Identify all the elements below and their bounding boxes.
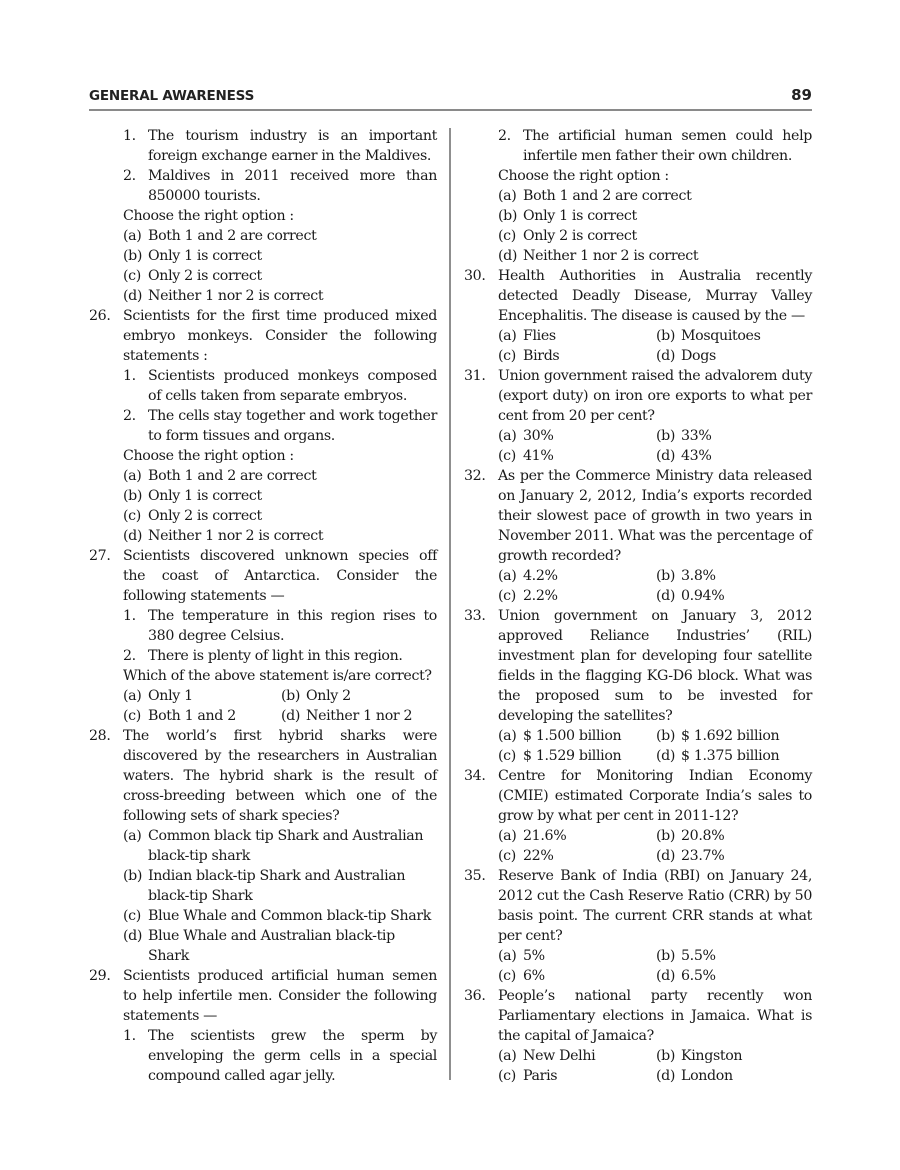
option-label: (d)	[281, 708, 301, 724]
option-text: 43%	[681, 448, 712, 464]
option-text: Blue Whale and Australian black-tip Shark	[148, 928, 395, 964]
question-number: 26.	[89, 308, 111, 324]
option-label: (d)	[123, 528, 143, 544]
option-c	[123, 906, 437, 926]
question-28	[89, 726, 437, 966]
question-number: 34.	[464, 768, 486, 784]
option-a	[498, 1046, 656, 1066]
option-label: (b)	[656, 728, 676, 744]
option-c	[498, 586, 656, 606]
statement-number: 2.	[123, 168, 136, 184]
option-label: (a)	[498, 188, 517, 204]
option-text: Flies	[523, 328, 556, 344]
option-label: (b)	[123, 248, 143, 264]
option-d	[656, 1066, 733, 1086]
statement	[123, 366, 437, 406]
option-row	[498, 746, 812, 766]
option-b	[281, 686, 351, 706]
question-number: 32.	[464, 468, 486, 484]
option-text: 33%	[681, 428, 712, 444]
option-b	[656, 326, 761, 346]
option-text: Neither 1 nor 2	[306, 708, 413, 724]
option-c	[123, 506, 437, 526]
question-text: Scientists produced artificial human semen to help infertile men. Consider the following statements —	[123, 968, 437, 1024]
option-text: 2.2%	[523, 588, 558, 604]
option-a	[498, 946, 656, 966]
page-number: 89	[791, 86, 812, 104]
option-text: Only 2	[306, 688, 351, 704]
question-prompt: Which of the above statement is/are correct?	[123, 668, 432, 684]
option-text: 4.2%	[523, 568, 558, 584]
statement-text: Maldives in 2011 received more than 850000 tourists.	[148, 168, 437, 204]
option-label: (c)	[498, 848, 516, 864]
option-label: (b)	[656, 1048, 676, 1064]
option-c	[498, 966, 656, 986]
option-b	[656, 946, 716, 966]
option-b	[123, 866, 437, 906]
option-text: New Delhi	[523, 1048, 596, 1064]
option-label: (d)	[656, 448, 676, 464]
statement-number: 1.	[123, 128, 136, 144]
statement-number: 2.	[123, 408, 136, 424]
option-d	[656, 746, 779, 766]
question-text: Scientists for the first time produced mixed embryo monkeys. Consider the following statements :	[123, 308, 437, 364]
option-a	[498, 326, 656, 346]
option-text: Indian black-tip Shark and Australian black-tip Shark	[148, 868, 406, 904]
option-text: Neither 1 nor 2 is correct	[148, 288, 324, 304]
question-25-continued	[89, 126, 437, 306]
option-label: (c)	[123, 708, 141, 724]
question-text: The world’s first hybrid sharks were discovered by the researchers in Australian waters. The hybrid shark is the result of cross-breeding between which one of the following sets of shark species?	[123, 728, 437, 824]
option-label: (c)	[498, 348, 516, 364]
option-d	[123, 926, 437, 966]
statement	[123, 166, 437, 206]
question-number: 36.	[464, 988, 486, 1004]
option-label: (a)	[498, 328, 517, 344]
option-text: Neither 1 nor 2 is correct	[148, 528, 324, 544]
option-row	[123, 686, 437, 706]
option-a	[498, 566, 656, 586]
option-label: (b)	[281, 688, 301, 704]
option-label: (b)	[656, 568, 676, 584]
question-text: People’s national party recently won Parliamentary elections in Jamaica. What is the capital of Jamaica?	[498, 988, 812, 1044]
question-text: Scientists discovered unknown species off the coast of Antarctica. Consider the following statements —	[123, 548, 437, 604]
option-label: (a)	[123, 688, 142, 704]
question-number: 28.	[89, 728, 111, 744]
header-rule	[89, 109, 812, 111]
option-text: Both 1 and 2 are correct	[148, 468, 317, 484]
option-row	[498, 446, 812, 466]
option-b	[656, 826, 724, 846]
page-header	[89, 86, 812, 110]
question-36	[464, 986, 812, 1086]
option-label: (d)	[656, 848, 676, 864]
option-a	[498, 426, 656, 446]
question-35	[464, 866, 812, 986]
option-row	[498, 586, 812, 606]
question-text: Centre for Monitoring Indian Economy (CMIE) estimated Corporate India’s sales to grow by what per cent in 2011-12?	[498, 768, 812, 824]
statement-text: The cells stay together and work together to form tissues and organs.	[148, 408, 437, 444]
option-row	[498, 826, 812, 846]
option-label: (a)	[498, 728, 517, 744]
option-label: (c)	[123, 268, 141, 284]
option-text: 6%	[523, 968, 545, 984]
option-text: Only 2 is correct	[148, 508, 262, 524]
option-label: (d)	[656, 348, 676, 364]
option-text: Kingston	[681, 1048, 743, 1064]
option-label: (c)	[498, 228, 516, 244]
statement-number: 1.	[123, 1028, 136, 1044]
option-c	[498, 846, 656, 866]
option-text: Common black tip Shark and Australian black-tip shark	[148, 828, 424, 864]
statement	[498, 126, 812, 166]
option-text: Mosquitoes	[681, 328, 761, 344]
question-number: 27.	[89, 548, 111, 564]
option-text: Birds	[523, 348, 560, 364]
statement	[123, 406, 437, 446]
option-text: Only 1 is correct	[148, 248, 262, 264]
statement	[123, 1026, 437, 1086]
option-d	[656, 586, 724, 606]
question-number: 35.	[464, 868, 486, 884]
option-a	[123, 826, 437, 866]
option-label: (c)	[498, 748, 516, 764]
option-text: Only 2 is correct	[523, 228, 637, 244]
option-text: Only 1 is correct	[523, 208, 637, 224]
option-text: London	[681, 1068, 733, 1084]
option-c	[498, 446, 656, 466]
question-text: As per the Commerce Ministry data released on January 2, 2012, India’s exports recorded their slowest pace of growth in two years in November 2011. What was the percentage of growth recorded?	[498, 468, 812, 564]
option-label: (d)	[656, 1068, 676, 1084]
statement-number: 1.	[123, 608, 136, 624]
question-29	[89, 966, 437, 1086]
question-number: 29.	[89, 968, 111, 984]
option-text: 30%	[523, 428, 554, 444]
option-text: Both 1 and 2 are correct	[148, 228, 317, 244]
question-number: 31.	[464, 368, 486, 384]
option-row	[498, 726, 812, 746]
option-label: (d)	[123, 288, 143, 304]
question-text: Union government raised the advalorem duty (export duty) on iron ore exports to what per cent from 20 per cent?	[498, 368, 812, 424]
option-c	[498, 346, 656, 366]
option-text: 6.5%	[681, 968, 716, 984]
option-label: (d)	[123, 928, 143, 944]
option-label: (d)	[656, 748, 676, 764]
option-text: 41%	[523, 448, 554, 464]
question-text: Health Authorities in Australia recently detected Deadly Disease, Murray Valley Encephalitis. The disease is caused by the —	[498, 268, 812, 324]
option-b	[656, 726, 779, 746]
option-d	[123, 286, 437, 306]
option-text: 23.7%	[681, 848, 725, 864]
option-text: 21.6%	[523, 828, 567, 844]
question-27	[89, 546, 437, 726]
option-label: (a)	[498, 428, 517, 444]
option-label: (a)	[498, 948, 517, 964]
option-text: $ 1.529 billion	[523, 748, 622, 764]
option-label: (b)	[656, 948, 676, 964]
option-text: Only 1 is correct	[148, 488, 262, 504]
option-text: 22%	[523, 848, 554, 864]
option-d	[281, 706, 412, 726]
option-c	[123, 266, 437, 286]
option-label: (a)	[498, 828, 517, 844]
statement-text: The tourism industry is an important foreign exchange earner in the Maldives.	[148, 128, 437, 164]
statement	[123, 606, 437, 646]
option-label: (b)	[498, 208, 518, 224]
statement-text: There is plenty of light in this region.	[148, 648, 403, 664]
option-text: Both 1 and 2	[148, 708, 236, 724]
statement-text: Scientists produced monkeys composed of cells taken from separate embryos.	[148, 368, 437, 404]
option-label: (c)	[498, 968, 516, 984]
statement-text: The temperature in this region rises to 380 degree Celsius.	[148, 608, 437, 644]
option-b	[656, 1046, 742, 1066]
question-text: Union government on January 3, 2012 approved Reliance Industries’ (RIL) investment plan for developing four satellite fields in the flagging KG-D6 block. What was the proposed sum to be invested for developing the satellites?	[498, 608, 812, 724]
question-33	[464, 606, 812, 766]
statement-number: 1.	[123, 368, 136, 384]
statement-text: The scientists grew the sperm by enveloping the germ cells in a special compound called agar jelly.	[148, 1028, 437, 1084]
option-row	[498, 346, 812, 366]
question-31	[464, 366, 812, 466]
option-label: (a)	[498, 1048, 517, 1064]
option-label: (c)	[123, 908, 141, 924]
option-a	[123, 466, 437, 486]
option-b	[123, 486, 437, 506]
option-c	[498, 226, 812, 246]
question-prompt: Choose the right option :	[123, 448, 294, 464]
option-label: (a)	[123, 828, 142, 844]
option-row	[498, 1066, 812, 1086]
option-a	[498, 186, 812, 206]
option-d	[656, 846, 724, 866]
option-a	[498, 726, 656, 746]
statement	[123, 646, 437, 666]
option-label: (b)	[123, 868, 143, 884]
option-d	[656, 966, 716, 986]
statement-number: 2.	[123, 648, 136, 664]
option-text: Only 2 is correct	[148, 268, 262, 284]
question-34	[464, 766, 812, 866]
question-30	[464, 266, 812, 366]
statement-number: 2.	[498, 128, 511, 144]
option-d	[498, 246, 812, 266]
option-d	[656, 446, 711, 466]
question-29-continued	[464, 126, 812, 266]
option-text: 3.8%	[681, 568, 716, 584]
option-row	[498, 326, 812, 346]
option-row	[498, 846, 812, 866]
option-label: (b)	[656, 328, 676, 344]
option-text: Only 1	[148, 688, 193, 704]
option-row	[498, 1046, 812, 1066]
option-c	[498, 746, 656, 766]
question-text: Reserve Bank of India (RBI) on January 24, 2012 cut the Cash Reserve Ratio (CRR) by 50 basis point. The current CRR stands at what per cent?	[498, 868, 812, 944]
option-label: (c)	[498, 588, 516, 604]
option-label: (a)	[123, 468, 142, 484]
option-label: (a)	[123, 228, 142, 244]
option-d	[123, 526, 437, 546]
option-label: (c)	[498, 1068, 516, 1084]
question-26	[89, 306, 437, 546]
option-text: 20.8%	[681, 828, 725, 844]
question-prompt: Choose the right option :	[498, 168, 669, 184]
option-row	[123, 706, 437, 726]
option-label: (c)	[498, 448, 516, 464]
option-text: $ 1.500 billion	[523, 728, 622, 744]
option-a	[498, 826, 656, 846]
option-row	[498, 426, 812, 446]
option-a	[123, 686, 281, 706]
option-label: (d)	[498, 248, 518, 264]
option-text: Dogs	[681, 348, 716, 364]
question-32	[464, 466, 812, 606]
option-a	[123, 226, 437, 246]
right-column	[464, 126, 812, 1086]
section-title: GENERAL AWARENESS	[89, 88, 255, 104]
option-row	[498, 566, 812, 586]
option-label: (d)	[656, 968, 676, 984]
question-number: 33.	[464, 608, 486, 624]
option-label: (b)	[656, 828, 676, 844]
option-row	[498, 966, 812, 986]
statement-text: The artificial human semen could help infertile men father their own children.	[523, 128, 812, 164]
option-label: (b)	[123, 488, 143, 504]
option-text: Blue Whale and Common black-tip Shark	[148, 908, 432, 924]
option-text: Paris	[523, 1068, 558, 1084]
option-text: Both 1 and 2 are correct	[523, 188, 692, 204]
question-prompt: Choose the right option :	[123, 208, 294, 224]
question-number: 30.	[464, 268, 486, 284]
option-b	[123, 246, 437, 266]
option-d	[656, 346, 716, 366]
option-b	[498, 206, 812, 226]
option-b	[656, 566, 716, 586]
option-row	[498, 946, 812, 966]
option-text: 5.5%	[681, 948, 716, 964]
option-c	[498, 1066, 656, 1086]
option-c	[123, 706, 281, 726]
option-text: 5%	[523, 948, 545, 964]
option-text: Neither 1 nor 2 is correct	[523, 248, 699, 264]
option-label: (d)	[656, 588, 676, 604]
statement	[123, 126, 437, 166]
option-text: $ 1.375 billion	[681, 748, 780, 764]
option-label: (c)	[123, 508, 141, 524]
option-b	[656, 426, 711, 446]
option-label: (a)	[498, 568, 517, 584]
option-label: (b)	[656, 428, 676, 444]
left-column	[89, 126, 437, 1086]
option-text: $ 1.692 billion	[681, 728, 780, 744]
column-divider	[449, 128, 451, 1080]
option-text: 0.94%	[681, 588, 725, 604]
